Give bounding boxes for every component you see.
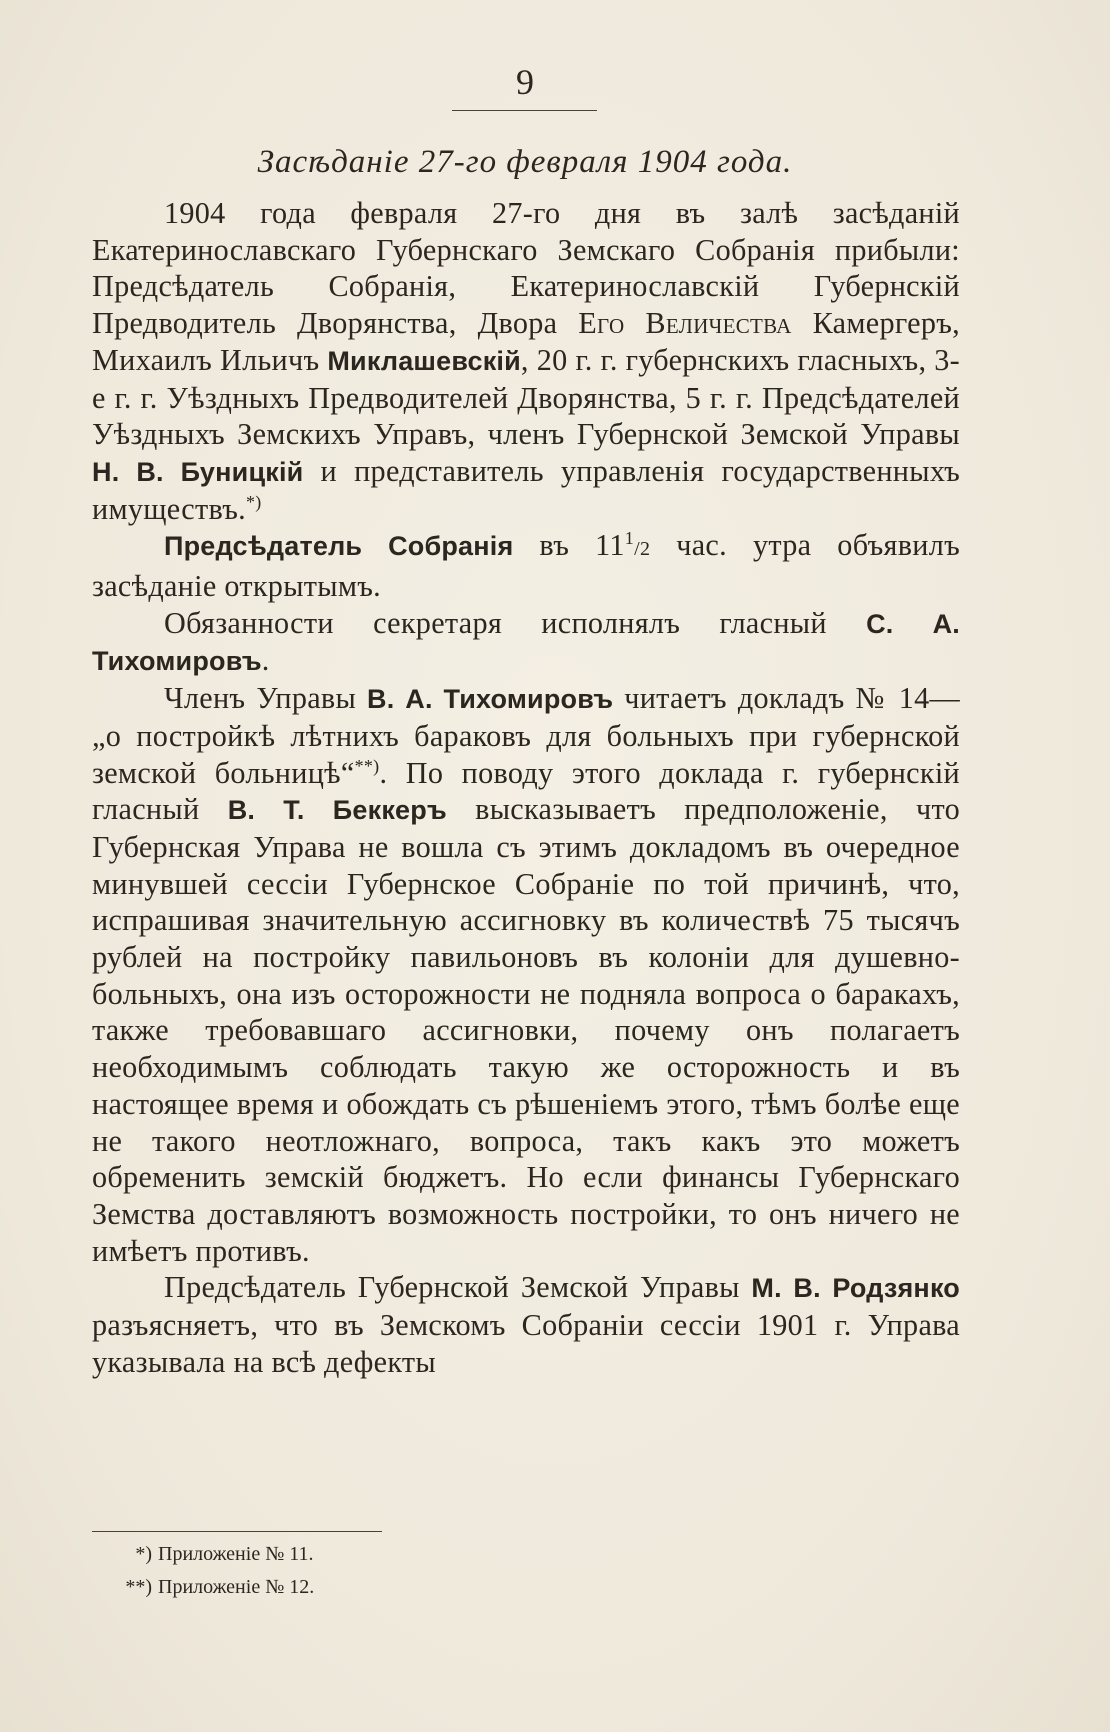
person-name: Миклашевскій bbox=[327, 345, 521, 376]
footnote-ref: *) bbox=[246, 491, 262, 512]
text-run: . По поводу этого доклада г. губернскій гласный bbox=[92, 755, 960, 827]
fraction-denominator: /2 bbox=[634, 538, 651, 561]
footnote-text: Приложеніе № 11. bbox=[158, 1543, 314, 1565]
footnote-mark: *) bbox=[135, 1543, 152, 1565]
person-name: Н. В. Буницкій bbox=[92, 456, 304, 487]
text-run: , 20 г. г. губернскихъ гласныхъ, 3-е г. г. Уѣздныхъ Предводителей Дворянства, 5 г. г. Предсѣдателей Уѣздныхъ Земскихъ Управъ, членъ Губернской Земской Управы bbox=[92, 342, 960, 452]
text-run: час. утра объявилъ засѣданіе открытымъ. bbox=[92, 528, 960, 604]
footnote-ref: **) bbox=[354, 755, 380, 776]
text-run: разъясняетъ, что въ Земскомъ Собраніи сессіи 1901 г. Управа указывала на всѣ дефекты bbox=[92, 1308, 960, 1379]
person-name: С. А. Тихомировъ bbox=[92, 608, 960, 677]
paragraph-report bbox=[92, 680, 960, 1269]
page-number: 9 bbox=[516, 62, 534, 102]
footnote-mark: **) bbox=[125, 1576, 152, 1598]
page-number-rule bbox=[452, 110, 597, 111]
text-run: Предсѣдатель Губернской Земской Управы bbox=[164, 1270, 752, 1305]
paragraph-opening bbox=[92, 527, 960, 604]
main-text bbox=[92, 195, 960, 1381]
footnote-text: Приложеніе № 12. bbox=[158, 1576, 315, 1598]
session-heading: Засѣданіе 27-го февраля 1904 года. bbox=[257, 144, 793, 180]
footnote bbox=[92, 1571, 692, 1604]
text-run: читаетъ докладъ № 14—„о постройкѣ лѣтнихъ бараковъ для больныхъ при губернской земской больницѣ“ bbox=[92, 681, 960, 790]
text-run: 1904 года февраля 27-го дня въ залѣ засѣданій Екатеринославскаго Губернскаго Земскаго Собранія прибыли: Предсѣдатель Собранія, Екатеринославскій Губернскій Предводитель Дворянства, Двора bbox=[92, 196, 960, 341]
text-run: Членъ Управы bbox=[164, 681, 368, 716]
text-run: высказываетъ предположеніе, что Губернская Управа не вошла съ этимъ докладомъ въ очередное минувшей сессіи Губернское Собраніе по той причинѣ, что, испрашивая значительную ассигновку въ количествѣ 75 тысячъ рублей на постройку павильоновъ въ колоніи для душевно-больныхъ, она изъ осторожности не подняла вопроса о баракахъ, также требовавшаго ассигновки, почему онъ полагаетъ необходимымъ соблюдать такую же осторожность и въ настоящее время и обождать съ рѣшеніемъ этого, тѣмъ болѣе еще не такого неотложнаго, вопроса, такъ какъ это можетъ обременить земскій бюджетъ. Но если финансы Губернскаго Земства доставляютъ возможность постройки, то онъ ничего не имѣетъ противъ. bbox=[92, 792, 960, 1268]
text-run: . bbox=[261, 643, 270, 678]
title-smallcaps: Его Величества bbox=[578, 306, 792, 341]
text-run: въ 11 bbox=[513, 528, 625, 563]
fraction-numerator: 1 bbox=[624, 528, 635, 549]
footnote bbox=[92, 1538, 692, 1571]
person-name: В. Т. Беккеръ bbox=[227, 795, 447, 826]
text-run: Камергеръ, Михаилъ Ильичъ bbox=[92, 306, 960, 377]
footnotes bbox=[92, 1538, 692, 1604]
person-name: В. А. Тихомировъ bbox=[367, 684, 614, 715]
person-title: Предсѣдатель Собранія bbox=[164, 531, 514, 562]
text-run: Обязанности секретаря исполнялъ гласный bbox=[164, 605, 867, 640]
text-run: и представитель управленія государственныхъ имуществъ. bbox=[92, 453, 960, 526]
paragraph-explanation bbox=[92, 1269, 960, 1380]
footnote-rule bbox=[92, 1531, 382, 1532]
paragraph-attendance bbox=[92, 195, 960, 527]
paragraph-secretary bbox=[92, 605, 960, 680]
person-name: М. В. Родзянко bbox=[751, 1273, 960, 1304]
